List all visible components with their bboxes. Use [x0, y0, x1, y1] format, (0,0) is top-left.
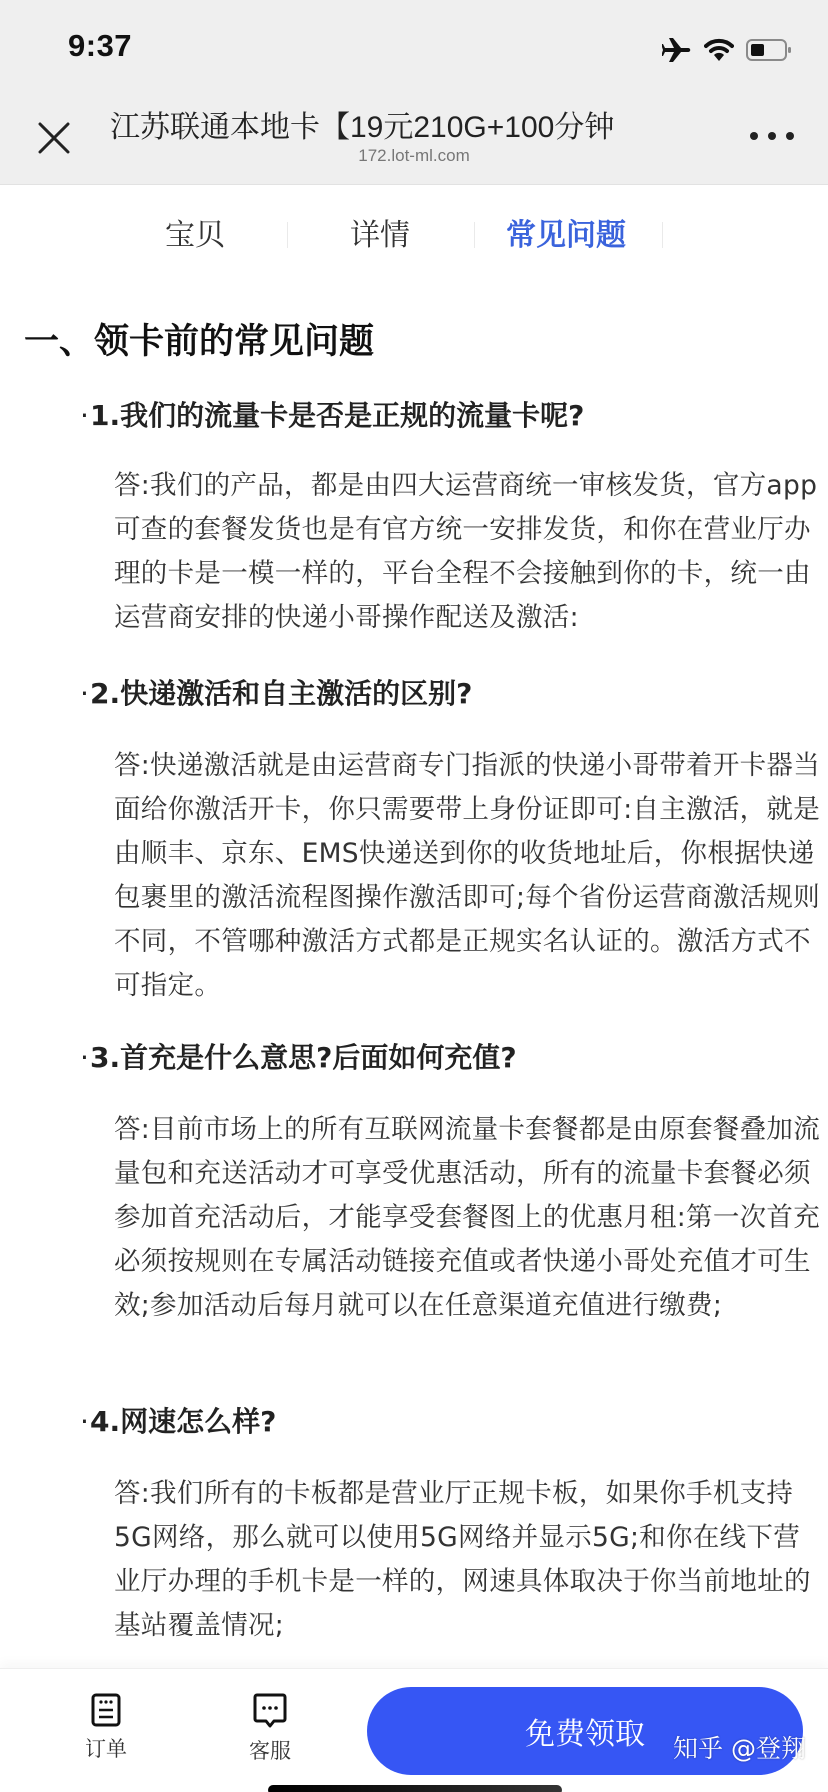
service-label: 客服 — [249, 1739, 291, 1763]
faq-question — [80, 1036, 517, 1076]
tab-faq[interactable]: 常见问题 — [506, 218, 626, 253]
watermark: 知乎 @登翔 — [673, 1734, 806, 1763]
more-icon-dot — [768, 132, 776, 140]
free-claim-button[interactable]: 免费领取 — [367, 1687, 803, 1775]
tab-divider — [662, 222, 663, 248]
status-icons — [662, 36, 792, 64]
more-options-button[interactable] — [750, 126, 794, 146]
faq-question-text: 1.我们的流量卡是否是正规的流量卡呢? — [90, 399, 585, 432]
faq-question-text: 4.网速怎么样? — [90, 1405, 277, 1438]
tab-item[interactable]: 宝贝 — [165, 218, 225, 253]
orders-label: 订单 — [85, 1737, 127, 1761]
wifi-icon — [704, 38, 734, 62]
faq-answer: 答:目前市场上的所有互联网流量卡套餐都是由原套餐叠加流量包和充送活动才可享受优惠活动，所有的流量卡套餐必须参加首充活动后，才能享受套餐图上的优惠月租:第一次首充必须按规则在专属活动链接充值或者快递小哥处充值才可生效;参加活动后每月就可以在任意渠道充值进行缴费; — [114, 1114, 821, 1321]
faq-answer: 答:快递激活就是由运营商专门指派的快递小哥带着开卡器当面给你激活开卡，你只需要带上身份证即可:自主激活，就是由顺丰、京东、EMS快递送到你的收货地址后，你根据快递包裹里的激活流程图操作激活即可;每个省份运营商激活规则不同，不管哪种激活方式都是正规实名认证的。激活方式不可指定。 — [114, 750, 821, 1001]
faq-answer: 答:我们的产品，都是由四大运营商统一审核发货，官方app可查的套餐发货也是有官方统一安排发货，和你在营业厅办理的卡是一模一样的，平台全程不会接触到你的卡，统一由运营商安排的快递小哥操作配送及激活: — [114, 470, 818, 633]
faq-question — [80, 394, 584, 434]
tab-divider — [287, 222, 288, 248]
order-list-icon — [91, 1693, 121, 1727]
status-time: 9:37 — [68, 28, 133, 63]
faq-question — [80, 672, 472, 712]
home-indicator[interactable] — [268, 1785, 562, 1792]
bullet: · — [80, 1041, 89, 1074]
tab-divider — [474, 222, 475, 248]
orders-button[interactable] — [66, 1693, 146, 1763]
bullet: · — [80, 677, 89, 710]
bullet: · — [80, 399, 89, 432]
title-fade — [640, 102, 710, 142]
tab-bar — [0, 186, 828, 276]
navigation-bar — [0, 90, 828, 185]
chat-bubble-icon — [253, 1693, 287, 1729]
page-title: 江苏联通本地卡【19元210G+100分钟 — [110, 111, 615, 142]
more-icon-dot — [786, 132, 794, 140]
status-bar — [0, 0, 828, 90]
battery-icon — [746, 38, 792, 62]
bottom-action-bar — [0, 1668, 828, 1792]
section-title: 一、领卡前的常见问题 — [24, 322, 375, 362]
airplane-mode-icon — [662, 36, 692, 64]
tab-details[interactable]: 详情 — [350, 218, 410, 253]
bullet: · — [80, 1405, 89, 1438]
more-icon-dot — [750, 132, 758, 140]
customer-service-button[interactable] — [230, 1693, 310, 1765]
page-title-container — [110, 102, 710, 142]
faq-question — [80, 1400, 276, 1440]
faq-question-text: 2.快递激活和自主激活的区别? — [90, 677, 473, 710]
browser-chrome — [0, 0, 828, 185]
page-url: 172.lot-ml.com — [358, 146, 470, 165]
faq-answer: 答:我们所有的卡板都是营业厅正规卡板，如果你手机支持5G网络，那么就可以使用5G网络并显示5G;和你在线下营业厅办理的手机卡是一样的，网速具体取决于你当前地址的基站覆盖情况; — [114, 1478, 811, 1641]
faq-question-text: 3.首充是什么意思?后面如何充值? — [90, 1041, 517, 1074]
